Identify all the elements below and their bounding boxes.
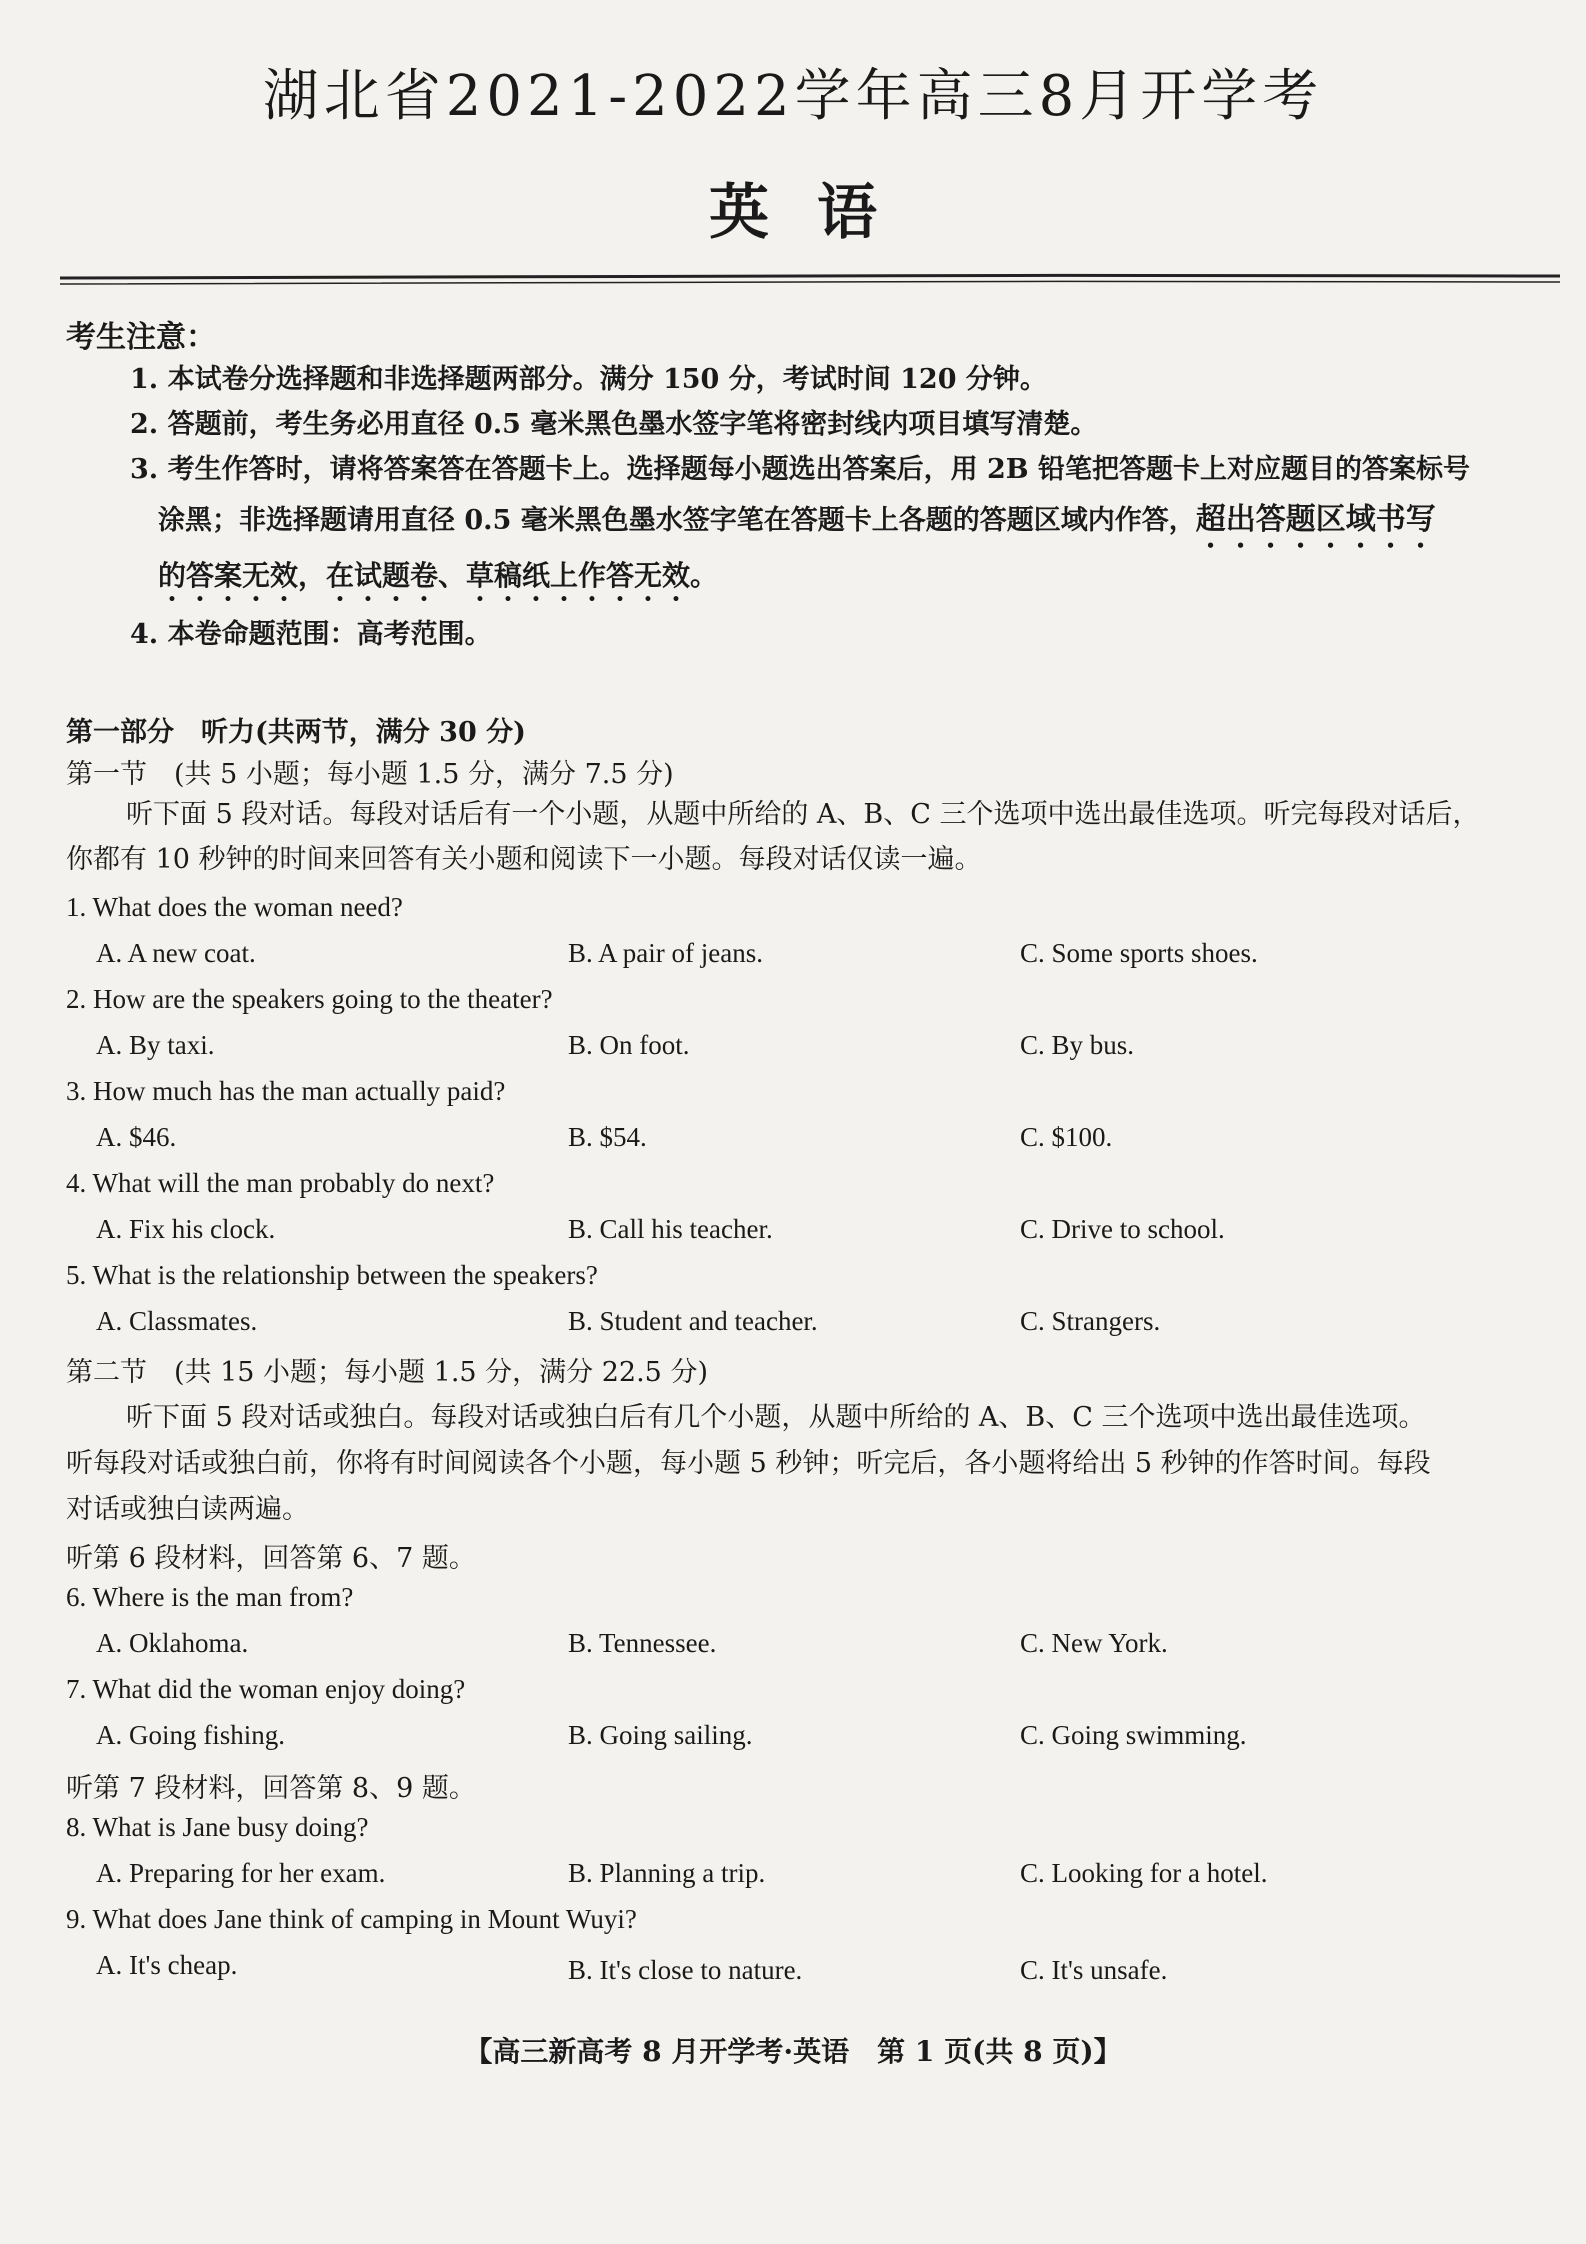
notice-heading: 考生注意： — [66, 320, 216, 355]
question-9: 9. What does Jane think of camping in Mount Wuyi? — [66, 1904, 637, 1934]
q7-option-c: C. Going swimming. — [1020, 1720, 1247, 1750]
q9-option-b: B. It's close to nature. — [568, 1955, 803, 1985]
notice-item-3-line-3: 的答案无效，在试题卷、草稿纸上作答无效。 — [158, 559, 719, 592]
part1-heading: 第一部分 听力(共两节，满分 30 分) — [66, 717, 526, 748]
notice-item-3-text: 涂黑；非选择题请用直径 0.5 毫米黑色墨水签字笔在答题卡上各题的答题区域内作答， — [158, 505, 1196, 536]
section2-heading: 第二节 (共 15 小题；每小题 1.5 分，满分 22.5 分) — [66, 1357, 708, 1388]
q8-option-b: B. Planning a trip. — [568, 1858, 766, 1888]
q6-option-b: B. Tennessee. — [568, 1628, 717, 1658]
page-footer: 【高三新高考 8 月开学考·英语 第 1 页(共 8 页)】 — [464, 2035, 1122, 2068]
q2-option-a: A. By taxi. — [96, 1030, 215, 1060]
section2-instruction-line-1: 听下面 5 段对话或独白。每段对话或独白后有几个小题，从题中所给的 A、B、C 三个选项中选出最佳选项。 — [126, 1402, 1426, 1433]
notice-item-1: 1. 本试卷分选择题和非选择题两部分。满分 150 分，考试时间 120 分钟。 — [130, 364, 1047, 395]
question-7: 7. What did the woman enjoy doing? — [66, 1674, 466, 1704]
notice-emphasis-text: 超出答题区域书写 — [1195, 502, 1436, 537]
q5-option-a: A. Classmates. — [96, 1306, 258, 1336]
q3-option-c: C. $100. — [1020, 1122, 1113, 1152]
notice-item-2: 2. 答题前，考生务必用直径 0.5 毫米黑色墨水签字笔将密封线内项目填写清楚。 — [130, 409, 1098, 440]
q4-option-a: A. Fix his clock. — [96, 1214, 276, 1244]
q6-option-a: A. Oklahoma. — [96, 1628, 249, 1658]
q9-option-c: C. It's unsafe. — [1020, 1955, 1168, 1985]
question-1: 1. What does the woman need? — [66, 892, 403, 922]
section1-instruction-line-1: 听下面 5 段对话。每段对话后有一个小题，从题中所给的 A、B、C 三个选项中选出最佳选项。听完每段对话后， — [126, 799, 1480, 830]
q5-option-c: C. Strangers. — [1020, 1306, 1161, 1336]
question-2: 2. How are the speakers going to the theater? — [66, 984, 553, 1014]
notice-item-3-line-1: 3. 考生作答时，请将答案答在答题卡上。选择题每小题选出答案后，用 2B 铅笔把答题卡上对应题目的答案标号 — [130, 454, 1470, 485]
material-7-heading: 听第 7 段材料，回答第 8、9 题。 — [66, 1773, 476, 1804]
q8-option-c: C. Looking for a hotel. — [1020, 1858, 1268, 1888]
q5-option-b: B. Student and teacher. — [568, 1306, 818, 1336]
q3-option-a: A. $46. — [96, 1122, 177, 1152]
q7-option-b: B. Going sailing. — [568, 1720, 753, 1750]
q8-option-a: A. Preparing for her exam. — [96, 1858, 386, 1888]
notice-item-4: 4. 本卷命题范围：高考范围。 — [130, 619, 492, 650]
question-3: 3. How much has the man actually paid? — [66, 1076, 506, 1106]
question-5: 5. What is the relationship between the speakers? — [66, 1260, 598, 1290]
exam-title: 湖北省2021-2022学年高三8月开学考 — [262, 64, 1324, 129]
subject-title: 英语 — [709, 178, 925, 248]
q7-option-a: A. Going fishing. — [96, 1720, 285, 1750]
question-8: 8. What is Jane busy doing? — [66, 1812, 369, 1842]
notice-item-3-line-2 — [158, 500, 1586, 555]
q4-option-b: B. Call his teacher. — [568, 1214, 773, 1244]
q1-option-b: B. A pair of jeans. — [568, 938, 763, 968]
q2-option-b: B. On foot. — [568, 1030, 690, 1060]
section1-heading: 第一节 (共 5 小题；每小题 1.5 分，满分 7.5 分) — [66, 759, 674, 790]
q9-option-a: A. It's cheap. — [96, 1950, 238, 1980]
q1-option-a: A. A new coat. — [96, 938, 256, 968]
section2-instruction-line-2: 听每段对话或独白前，你将有时间阅读各个小题，每小题 5 秒钟；听完后，各小题将给出 5 秒钟的作答时间。每段 — [66, 1448, 1431, 1479]
q3-option-b: B. $54. — [568, 1122, 647, 1152]
header-divider — [60, 272, 1560, 288]
section2-instruction-line-3: 对话或独白读两遍。 — [66, 1494, 309, 1525]
question-6: 6. Where is the man from? — [66, 1582, 354, 1612]
section1-instruction-line-2: 你都有 10 秒钟的时间来回答有关小题和阅读下一小题。每段对话仅读一遍。 — [66, 844, 982, 875]
q6-option-c: C. New York. — [1020, 1628, 1168, 1658]
q4-option-c: C. Drive to school. — [1020, 1214, 1225, 1244]
q1-option-c: C. Some sports shoes. — [1020, 938, 1258, 968]
material-6-heading: 听第 6 段材料，回答第 6、7 题。 — [66, 1543, 476, 1574]
q2-option-c: C. By bus. — [1020, 1030, 1135, 1060]
question-4: 4. What will the man probably do next? — [66, 1168, 495, 1198]
